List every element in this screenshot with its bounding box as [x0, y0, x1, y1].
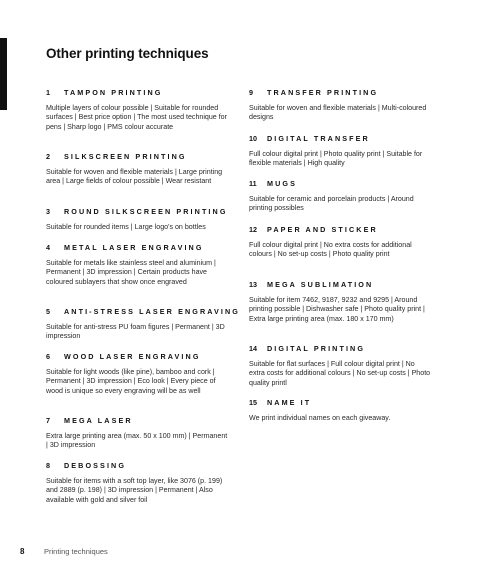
- technique-number: 10: [249, 134, 257, 143]
- technique-description: Full colour digital print | Photo quality print | Suitable for flexible materials | High quality: [249, 150, 423, 168]
- technique-item: [46, 307, 240, 352]
- technique-item: [249, 225, 431, 280]
- techniques-column-left: [46, 88, 240, 517]
- technique-name: TRANSFER PRINTING: [267, 88, 379, 97]
- technique-number: 15: [249, 398, 257, 407]
- technique-item: [249, 88, 431, 134]
- technique-name: NAME IT: [267, 398, 312, 407]
- technique-number: 2: [46, 152, 50, 161]
- technique-heading: [46, 461, 228, 471]
- technique-heading: [46, 243, 228, 253]
- technique-name: DIGITAL TRANSFER: [267, 134, 370, 143]
- technique-description: Suitable for flat surfaces | Full colour digital print | No extra costs for additional colours | No set-up costs | Photo quality printl: [249, 360, 431, 387]
- technique-description: Suitable for anti-stress PU foam figures | Permanent | 3D impression: [46, 323, 225, 341]
- technique-number: 1: [46, 88, 50, 97]
- footer-section-label: Printing techniques: [44, 547, 108, 556]
- technique-description: Full colour digital print | No extra costs for additional colours | No set-up costs | Photo quality print: [249, 241, 412, 259]
- technique-item: [249, 398, 431, 428]
- technique-heading: [46, 416, 228, 426]
- technique-heading: [46, 88, 228, 98]
- technique-number: 8: [46, 461, 50, 470]
- technique-number: 6: [46, 352, 50, 361]
- technique-heading: [249, 398, 431, 408]
- technique-heading: [249, 179, 431, 189]
- technique-description: Suitable for rounded items | Large logo's on bottles: [46, 223, 206, 231]
- page-number: 8: [20, 547, 25, 556]
- technique-description: Extra large printing area (max. 50 x 100 mm) | Permanent | 3D impression: [46, 432, 228, 450]
- technique-heading: [249, 88, 431, 98]
- technique-item: [46, 461, 228, 517]
- technique-name: DEBOSSING: [64, 461, 127, 470]
- technique-item: [249, 134, 431, 179]
- technique-description: Suitable for woven and flexible materials | Multi-coloured designs: [249, 104, 427, 122]
- technique-heading: [249, 280, 431, 290]
- technique-description: We print individual names on each giveaway.: [249, 414, 391, 422]
- technique-name: METAL LASER ENGRAVING: [64, 243, 204, 252]
- technique-number: 12: [249, 225, 257, 234]
- technique-number: 7: [46, 416, 50, 425]
- technique-item: [46, 416, 228, 461]
- technique-heading: [46, 307, 240, 317]
- technique-item: [46, 207, 228, 243]
- technique-number: 14: [249, 344, 257, 353]
- technique-item: [249, 179, 431, 225]
- technique-number: 4: [46, 243, 50, 252]
- technique-description: Suitable for ceramic and porcelain products | Around printing possibles: [249, 195, 414, 213]
- technique-description: Suitable for woven and flexible materials | Large printing area | Large fields of colour possible | Wear resistant: [46, 168, 223, 186]
- technique-heading: [249, 134, 431, 144]
- techniques-column-right: [249, 88, 431, 428]
- technique-heading: [249, 344, 431, 354]
- technique-name: ANTI-STRESS LASER ENGRAVING: [64, 307, 240, 316]
- technique-item: [46, 88, 228, 152]
- technique-name: PAPER AND STICKER: [267, 225, 378, 234]
- technique-item: [46, 243, 228, 307]
- technique-item: [46, 352, 228, 416]
- technique-name: MUGS: [267, 179, 297, 188]
- technique-description: Multiple layers of colour possible | Suitable for rounded surfaces | Best price option | The most used technique for pens | Sharp logo | PMS colour accurate: [46, 104, 227, 131]
- technique-name: ROUND SILKSCREEN PRINTING: [64, 207, 228, 216]
- technique-heading: [46, 352, 228, 362]
- technique-description: Suitable for light woods (like pine), bamboo and cork | Permanent | 3D impression | Eco look | Every piece of wood is unique so every engraving will be as well: [46, 368, 216, 395]
- technique-name: SILKSCREEN PRINTING: [64, 152, 187, 161]
- page-footer: [0, 545, 480, 561]
- technique-name: MEGA SUBLIMATION: [267, 280, 374, 289]
- technique-heading: [46, 152, 228, 162]
- technique-description: Suitable for items with a soft top layer, like 3076 (p. 199) and 2889 (p. 198) | 3D impression | Permanent | Also available with gold and silver foil: [46, 477, 223, 504]
- technique-description: Suitable for metals like stainless steel and aluminium | Permanent | 3D impression | Certain products have coloured sublayers that show once engraved: [46, 259, 216, 286]
- technique-item: [46, 152, 228, 207]
- technique-number: 11: [249, 179, 257, 188]
- technique-name: DIGITAL PRINTING: [267, 344, 366, 353]
- side-accent-bar: [0, 38, 7, 110]
- technique-name: WOOD LASER ENGRAVING: [64, 352, 201, 361]
- technique-name: MEGA LASER: [64, 416, 133, 425]
- technique-number: 9: [249, 88, 253, 97]
- technique-item: [249, 344, 431, 398]
- technique-name: TAMPON PRINTING: [64, 88, 163, 97]
- technique-number: 13: [249, 280, 257, 289]
- technique-description: Suitable for item 7462, 9187, 9232 and 9295 | Around printing possible | Dishwasher safe | Photo quality print | Extra large printing area (max. 180 x 170 mm): [249, 296, 425, 323]
- page-title: Other printing techniques: [46, 46, 209, 61]
- technique-heading: [46, 207, 228, 217]
- technique-number: 5: [46, 307, 50, 316]
- technique-heading: [249, 225, 431, 235]
- technique-number: 3: [46, 207, 50, 216]
- technique-item: [249, 280, 431, 344]
